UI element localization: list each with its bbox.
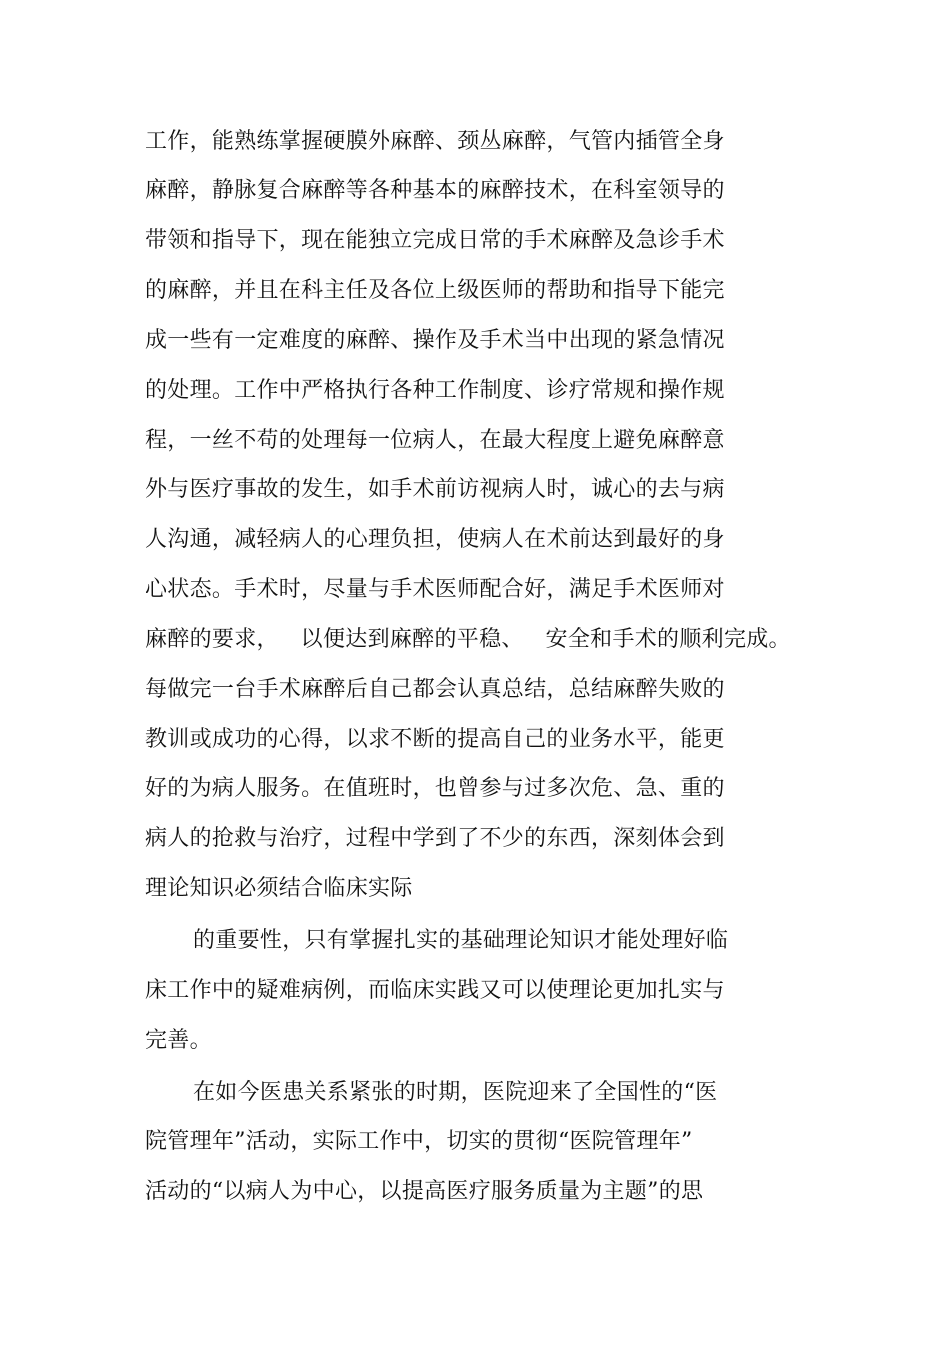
- text-line: 的处理。工作中严格执行各种工作制度、诊疗常规和操作规: [145, 378, 725, 403]
- paragraph-first-line: 的重要性，只有掌握扎实的基础理论知识才能处理好临: [193, 928, 729, 953]
- text-line: 成一些有一定难度的麻醉、操作及手术当中出现的紧急情况: [145, 328, 725, 353]
- text-line: 院管理年”活动，实际工作中，切实的贯彻“医院管理年”: [145, 1129, 693, 1154]
- paragraph-first-line: 在如今医患关系紧张的时期，医院迎来了全国性的“医: [193, 1080, 718, 1105]
- text-line: 完善。: [145, 1028, 212, 1053]
- text-line: 麻醉，静脉复合麻醉等各种基本的麻醉技术，在科室领导的: [145, 178, 725, 203]
- text-line: 的麻醉，并且在科主任及各位上级医师的帮助和指导下能完: [145, 278, 725, 303]
- text-line: 工作，能熟练掌握硬膜外麻醉、颈丛麻醉，气管内插管全身: [145, 129, 725, 154]
- text-line: 外与医疗事故的发生，如手术前访视病人时，诚心的去与病: [145, 477, 725, 502]
- text-line: 活动的“以病人为中心，以提高医疗服务质量为主题”的思: [145, 1179, 704, 1204]
- text-line: 床工作中的疑难病例，而临床实践又可以使理论更加扎实与: [145, 978, 725, 1003]
- text-line: 麻醉的要求， 以便达到麻醉的平稳、 安全和手术的顺利完成。: [145, 627, 791, 652]
- text-line: 人沟通，减轻病人的心理负担，使病人在术前达到最好的身: [145, 527, 725, 552]
- text-line: 好的为病人服务。在值班时，也曾参与过多次危、急、重的: [145, 776, 725, 801]
- text-line: 病人的抢救与治疗，过程中学到了不少的东西，深刻体会到: [145, 826, 725, 851]
- text-line: 带领和指导下，现在能独立完成日常的手术麻醉及急诊手术: [145, 228, 725, 253]
- text-line: 每做完一台手术麻醉后自己都会认真总结，总结麻醉失败的: [145, 677, 725, 702]
- text-line: 理论知识必须结合临床实际: [145, 876, 413, 901]
- text-line: 程，一丝不苟的处理每一位病人，在最大程度上避免麻醉意: [145, 428, 725, 453]
- text-line: 教训或成功的心得，以求不断的提高自己的业务水平，能更: [145, 727, 725, 752]
- text-line: 心状态。手术时，尽量与手术医师配合好，满足手术医师对: [145, 577, 725, 602]
